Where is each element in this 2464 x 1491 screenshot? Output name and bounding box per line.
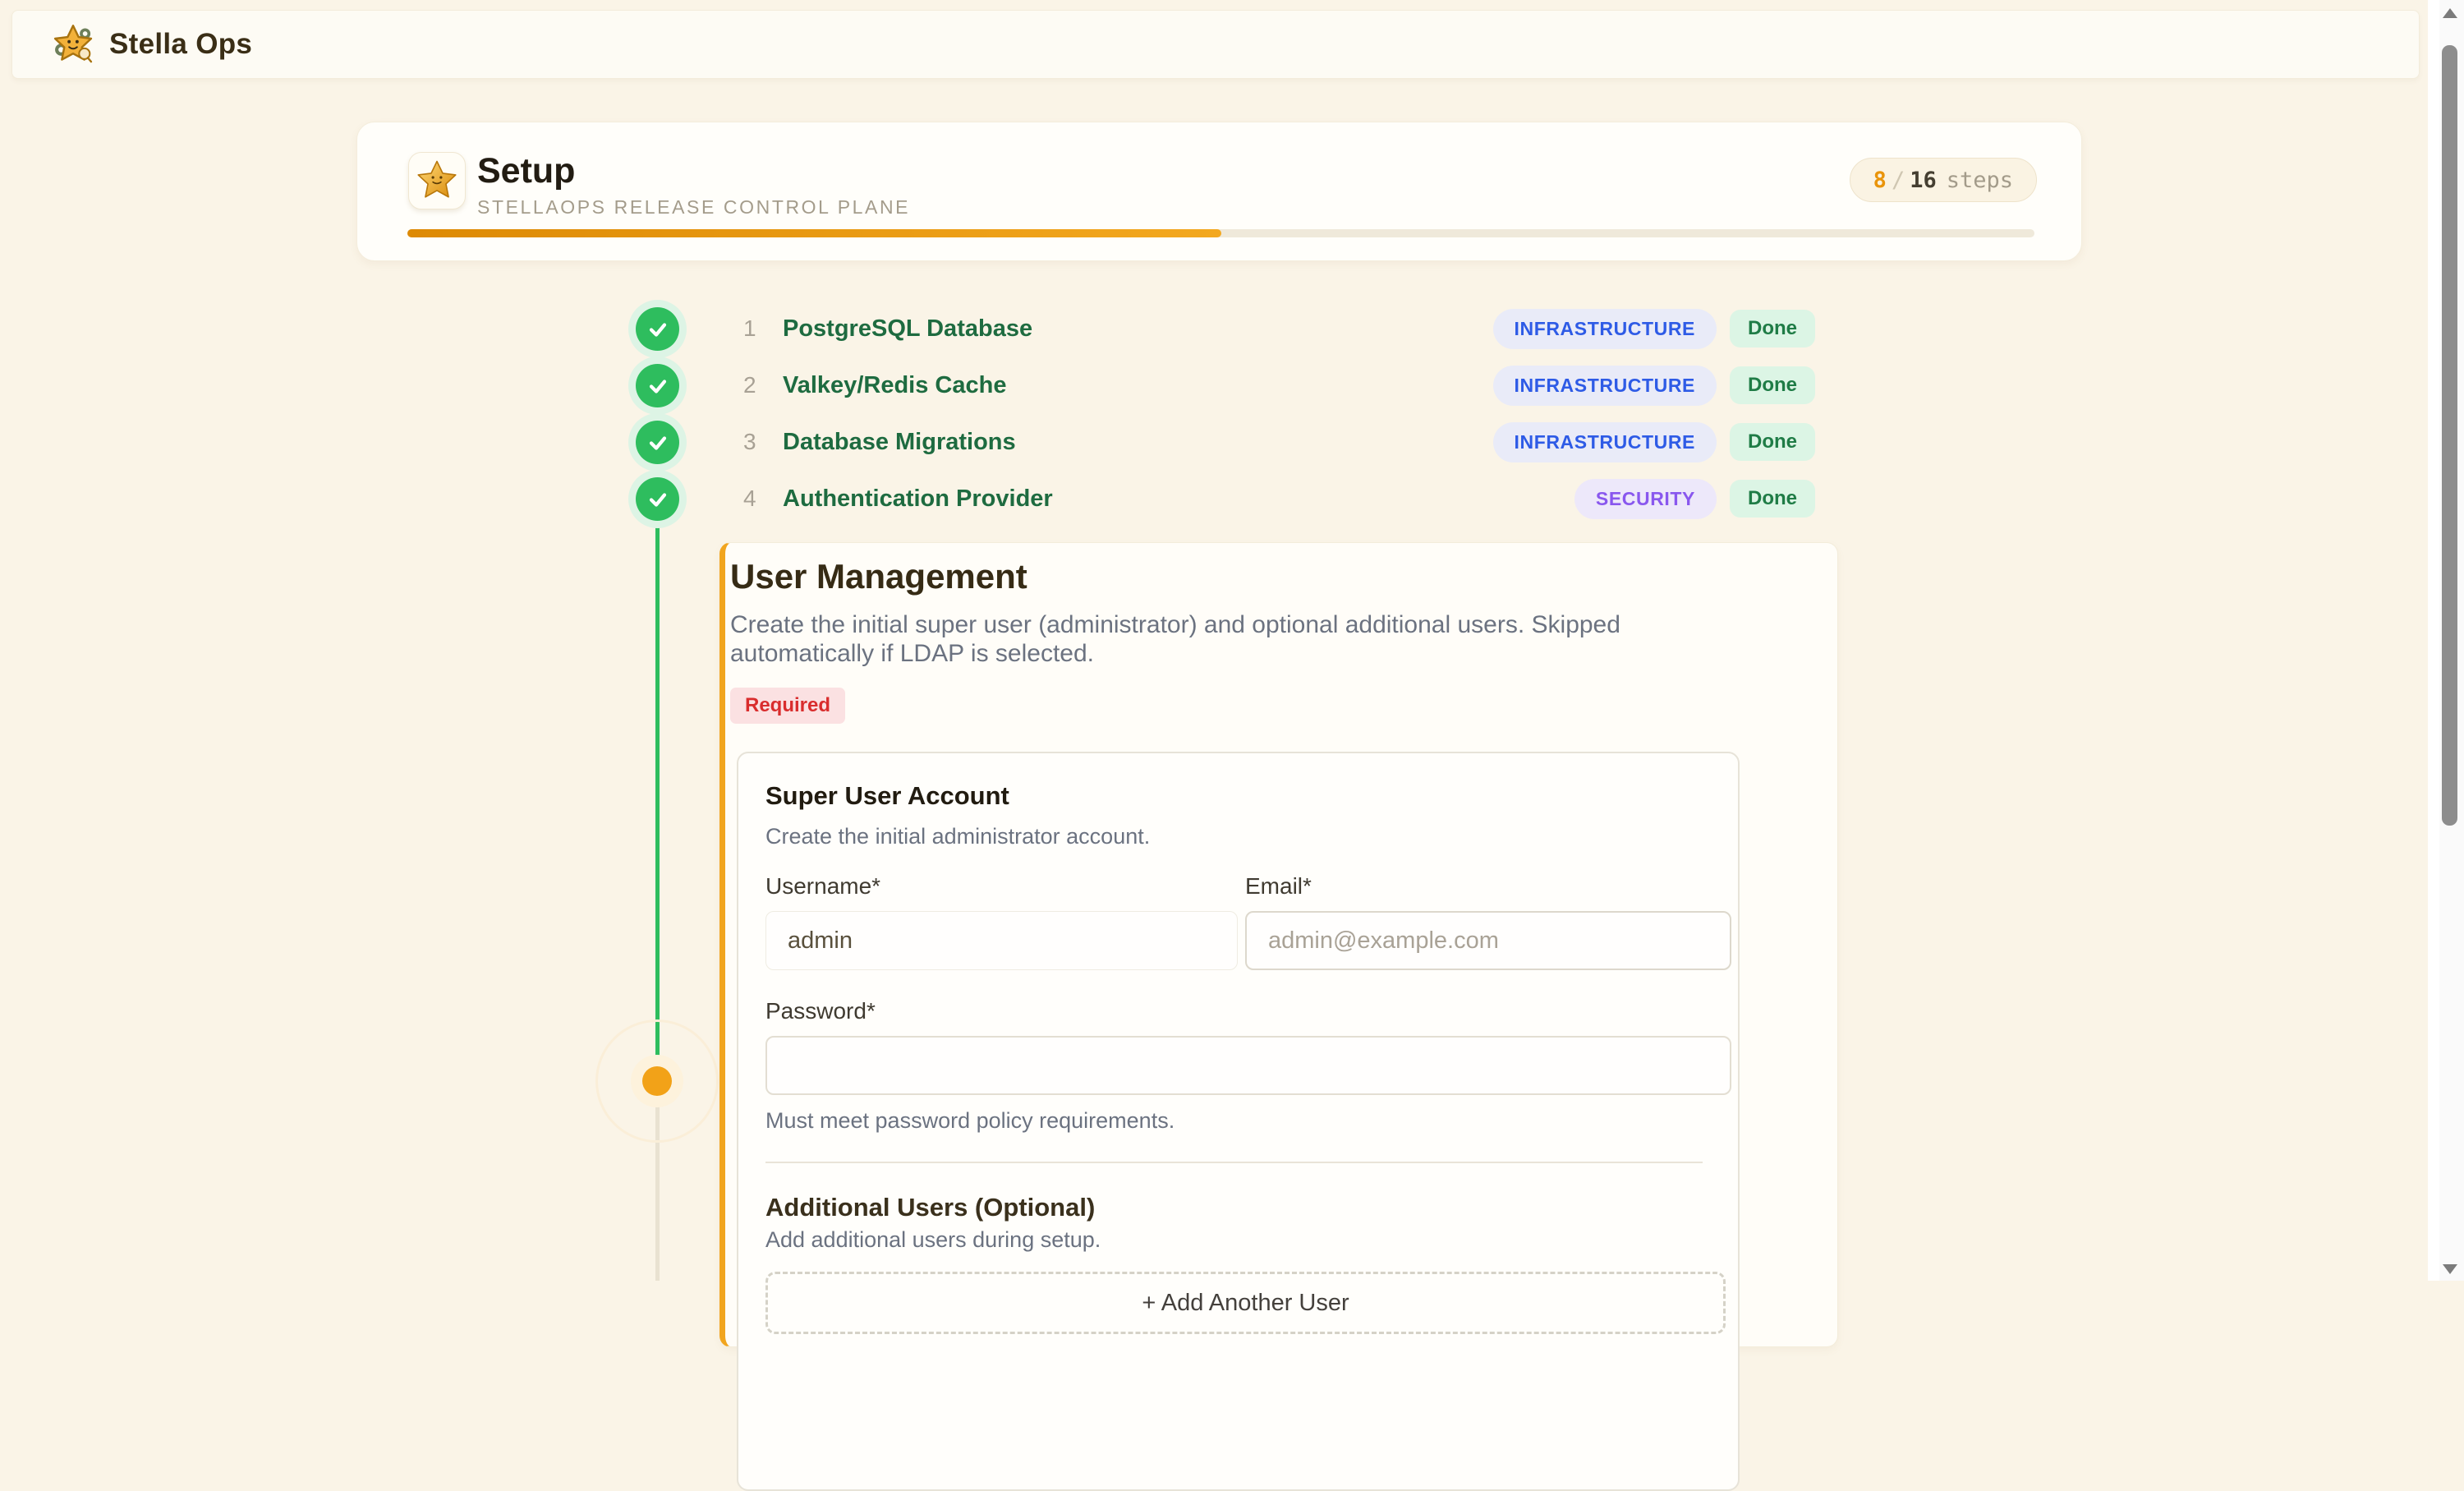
step-status-badge: Done: [1730, 310, 1815, 347]
step-3-check-icon: [636, 421, 679, 464]
scrollbar-thumb[interactable]: [2442, 45, 2457, 826]
username-label: Username*: [765, 873, 881, 899]
setup-star-icon: [408, 152, 466, 209]
email-field-group: [1245, 873, 1731, 970]
step-number: 2: [743, 372, 756, 398]
step-number: 4: [743, 485, 756, 511]
step-title: Authentication Provider: [783, 485, 1053, 512]
password-input[interactable]: [765, 1036, 1731, 1095]
step-status-badge: Done: [1730, 480, 1815, 518]
steps-current-count: 8: [1873, 167, 1887, 193]
step-row-valkey-redis[interactable]: [743, 359, 1815, 412]
add-user-button-label: + Add Another User: [1142, 1289, 1349, 1316]
steps-progress-badge: [1850, 158, 2037, 202]
step-row-postgresql[interactable]: [743, 302, 1815, 355]
scroll-up-arrow-icon[interactable]: [2443, 8, 2457, 18]
step-row-auth-provider[interactable]: [743, 472, 1815, 525]
additional-users-title: Additional Users (Optional): [765, 1193, 1096, 1222]
panel-title: User Management: [730, 557, 1027, 596]
step-category-badge: INFRASTRUCTURE: [1493, 366, 1717, 406]
super-user-subtitle: Create the initial administrator account.: [765, 824, 1151, 849]
step-title: Valkey/Redis Cache: [783, 371, 1007, 398]
page-title: Setup: [477, 151, 576, 191]
panel-description: Create the initial super user (administrator) and optional additional users. Skipped automatically if LDAP is selected.: [730, 611, 1620, 667]
additional-users-subtitle: Add additional users during setup.: [765, 1227, 1101, 1252]
password-label: Password*: [765, 998, 876, 1024]
brand-name: Stella Ops: [109, 28, 253, 60]
step-4-check-icon: [636, 477, 679, 521]
super-user-title: Super User Account: [765, 781, 1009, 810]
email-label: Email*: [1245, 873, 1312, 899]
scroll-down-arrow-icon[interactable]: [2443, 1264, 2457, 1274]
email-input[interactable]: [1245, 911, 1731, 970]
step-number: 1: [743, 315, 756, 341]
step-number: 3: [743, 429, 756, 454]
page-subtitle: STELLAOPS RELEASE CONTROL PLANE: [477, 196, 911, 218]
super-user-card: [737, 752, 1740, 1491]
stellaops-logo-icon: [52, 23, 94, 66]
step-row-db-migrations[interactable]: [743, 416, 1815, 468]
progress-fill: [407, 229, 1221, 237]
add-user-button[interactable]: [765, 1272, 1726, 1334]
username-input[interactable]: [765, 911, 1238, 970]
progress-bar: [407, 229, 2034, 237]
username-field-group: [765, 873, 1238, 970]
step-title: Database Migrations: [783, 428, 1016, 455]
step-title: PostgreSQL Database: [783, 315, 1033, 342]
required-badge: Required: [730, 688, 845, 724]
setup-header-card: [356, 122, 2082, 261]
step-category-badge: INFRASTRUCTURE: [1493, 422, 1717, 462]
step-2-check-icon: [636, 364, 679, 407]
steps-label: steps: [1946, 167, 2013, 193]
steps-total-count: 16: [1910, 167, 1937, 193]
user-management-panel: [719, 542, 1838, 1347]
password-hint: Must meet password policy requirements.: [765, 1108, 1175, 1133]
section-divider: [765, 1162, 1703, 1163]
step-status-badge: Done: [1730, 423, 1815, 461]
top-navbar: [11, 10, 2420, 79]
step-category-badge: SECURITY: [1574, 479, 1717, 519]
setup-steps-list: [743, 302, 1815, 529]
step-1-check-icon: [636, 307, 679, 351]
current-step-indicator: [642, 1066, 672, 1096]
steps-separator: /: [1891, 167, 1905, 193]
scrollbar: [2428, 0, 2464, 1281]
step-status-badge: Done: [1730, 366, 1815, 404]
step-category-badge: INFRASTRUCTURE: [1493, 309, 1717, 349]
